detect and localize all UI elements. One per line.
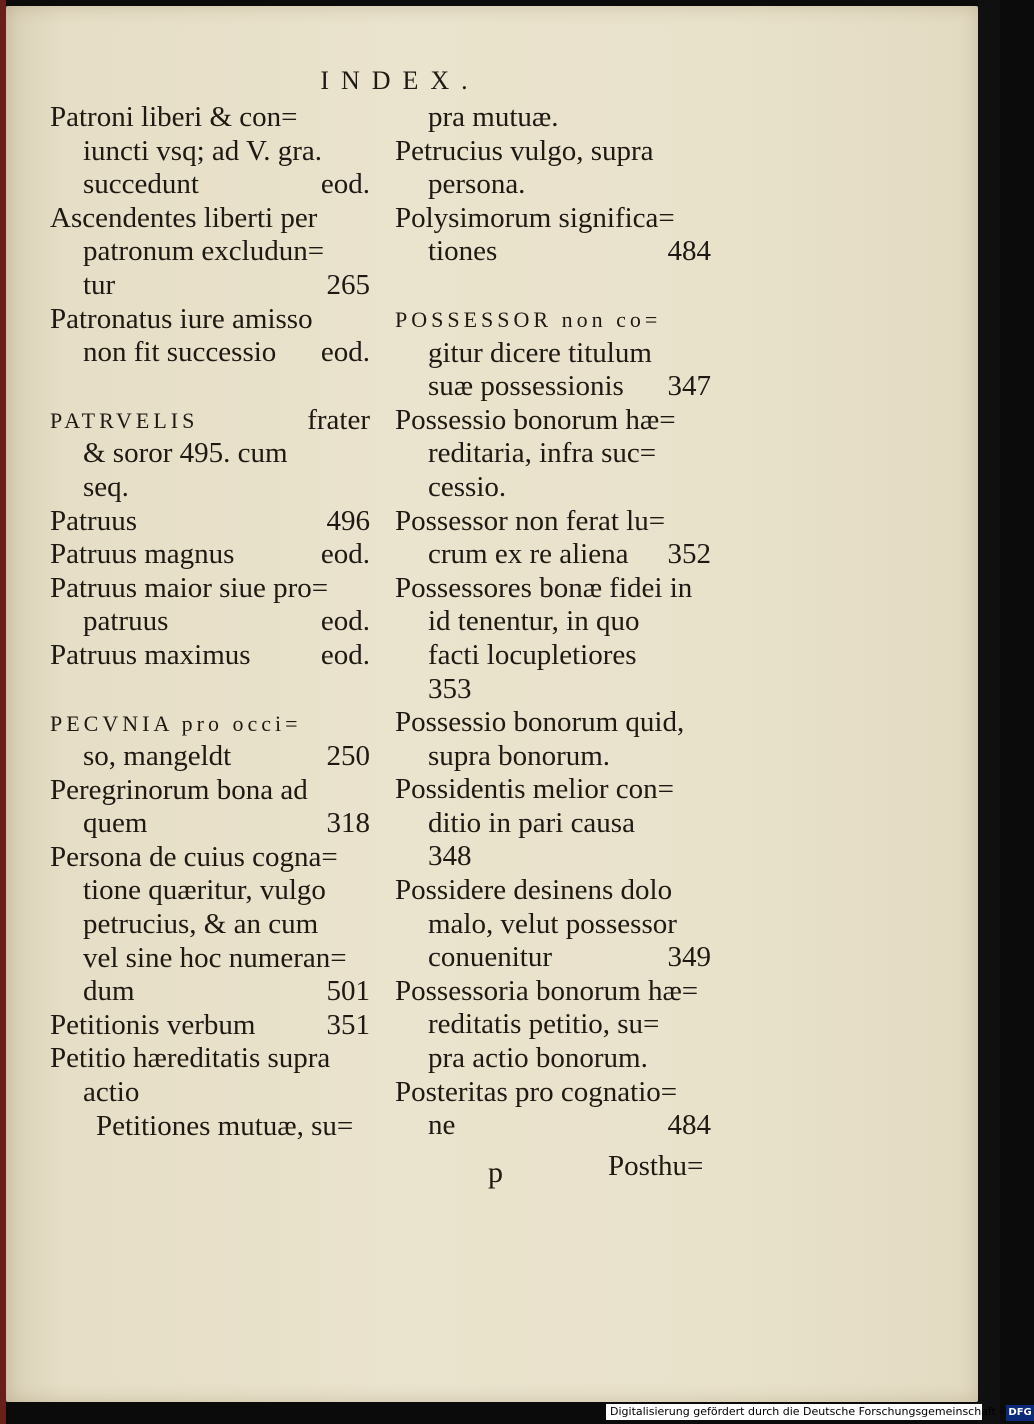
index-entry-text: tione quæritur, vulgo (83, 874, 326, 907)
index-line (395, 202, 711, 236)
index-line (395, 538, 711, 572)
index-entry-text: pra mutuæ. (428, 101, 559, 133)
index-entry-text: vel sine hoc numeran= (83, 941, 347, 974)
index-line (395, 807, 711, 841)
index-line (50, 841, 370, 875)
index-page-ref (703, 404, 711, 438)
index-entry-text: Patruus maior siue pro= (50, 571, 329, 604)
index-page-ref (703, 908, 711, 942)
index-line (395, 639, 711, 673)
index-page-ref: 351 (326, 1008, 370, 1041)
index-line (50, 1110, 370, 1144)
index-entry-text: PECVNIA pro occi= (50, 710, 302, 736)
index-line (50, 707, 370, 741)
index-page-ref: eod. (320, 336, 370, 369)
index-page-ref (703, 840, 711, 874)
index-entry-text: PATRVELIS (50, 407, 199, 433)
index-page-ref (703, 303, 711, 337)
index-line (50, 942, 370, 976)
index-line (395, 773, 711, 807)
index-line (50, 1042, 370, 1076)
index-entry-text: ne (428, 1109, 456, 1142)
index-line (50, 101, 370, 135)
index-page-ref (703, 437, 711, 471)
catchword: Posthu= (608, 1150, 704, 1182)
index-line (50, 168, 370, 202)
index-page-ref (362, 1110, 370, 1144)
index-page-ref (703, 505, 711, 539)
index-page-ref (703, 874, 711, 908)
index-page-ref (703, 1042, 711, 1076)
index-page-ref: frater (307, 403, 370, 436)
index-line (50, 572, 370, 606)
index-page-ref: eod. (320, 538, 370, 571)
index-line (50, 639, 370, 673)
index-entry-text: Petitio hæreditatis supra (50, 1042, 331, 1075)
index-line (395, 404, 711, 438)
index-line (50, 874, 370, 908)
index-entry-text: Possessio bonorum quid, (395, 706, 685, 739)
index-entry-text: Posteritas pro cognatio= (395, 1075, 678, 1108)
index-line (395, 505, 711, 539)
index-entry-text: ditio in pari causa (428, 806, 635, 839)
index-page-ref: 484 (667, 235, 711, 268)
index-page-ref (362, 908, 370, 942)
index-line (395, 975, 711, 1009)
index-page-ref (362, 1076, 370, 1110)
index-column-right (395, 101, 711, 1143)
index-entry-text: Patruus magnus (50, 538, 235, 571)
index-entry-text: Peregrinorum bona ad (50, 773, 308, 806)
index-page-ref (362, 135, 370, 169)
index-entry-text: & soror 495. cum (83, 437, 288, 470)
index-page-ref (362, 1042, 370, 1076)
index-page-ref (703, 807, 711, 841)
index-line (50, 437, 370, 471)
index-page-ref (703, 706, 711, 740)
index-line (395, 471, 711, 505)
index-page-ref: 501 (326, 975, 370, 1008)
index-entry-text: supra bonorum. (428, 739, 611, 772)
index-line (395, 673, 711, 707)
index-page-ref (362, 235, 370, 269)
index-page-ref: eod. (320, 168, 370, 201)
index-line (395, 941, 711, 975)
index-page-ref (362, 874, 370, 908)
index-line (50, 471, 370, 505)
index-line (395, 303, 711, 337)
index-entry-text: succedunt (83, 168, 199, 201)
index-entry-text: quem (83, 807, 148, 840)
index-entry-text: Patruus (50, 504, 137, 537)
index-line (50, 538, 370, 572)
index-entry-text: Possidentis melior con= (395, 773, 674, 806)
index-entry-text: tiones (428, 235, 498, 268)
index-page-ref (362, 572, 370, 606)
index-page-ref (362, 437, 370, 471)
index-line (50, 1076, 370, 1110)
index-page-ref (362, 774, 370, 808)
index-line (50, 404, 370, 438)
index-line (395, 1042, 711, 1076)
index-line (395, 740, 711, 774)
index-line (395, 706, 711, 740)
index-line (50, 235, 370, 269)
index-entry-text: Ascendentes liberti per (50, 201, 318, 234)
index-entry-text: persona. (428, 168, 526, 201)
index-page-ref: 347 (667, 370, 711, 403)
index-line (395, 337, 711, 371)
index-line (395, 168, 711, 202)
index-line (395, 437, 711, 471)
index-entry-text: Possessor non ferat lu= (395, 504, 666, 537)
index-line (395, 1109, 711, 1143)
index-page-ref (703, 773, 711, 807)
index-line (50, 774, 370, 808)
index-entry-text: Possessoria bonorum hæ= (395, 974, 699, 1007)
index-line (50, 505, 370, 539)
index-page-ref (703, 639, 711, 673)
index-line (50, 135, 370, 169)
index-entry-text: Petrucius vulgo, supra (395, 134, 654, 167)
index-entry-text: reditaria, infra suc= (428, 437, 657, 470)
index-page-ref (362, 303, 370, 337)
index-entry-text: Patroni liberi & con= (50, 101, 298, 133)
index-page-ref (703, 337, 711, 371)
index-entry-text: POSSESSOR non co= (395, 306, 662, 332)
signature-mark: p (488, 1156, 503, 1189)
index-page-ref (703, 101, 711, 135)
index-entry-text: actio (83, 1076, 140, 1109)
index-line (395, 1076, 711, 1110)
index-line (50, 303, 370, 337)
index-line (395, 840, 711, 874)
index-entry-text: Patronatus iure amisso (50, 302, 313, 335)
index-entry-text: petrucius, & an cum (83, 908, 319, 941)
index-page-ref (703, 135, 711, 169)
index-entry-text: tur (83, 268, 116, 301)
index-entry-text: malo, velut possessor (428, 907, 677, 940)
index-entry-text: Petitiones mutuæ, su= (96, 1109, 354, 1142)
index-page-ref (703, 202, 711, 236)
index-page-ref (703, 1076, 711, 1110)
index-entry-text: patruus (83, 605, 169, 638)
index-gap (395, 269, 711, 303)
index-line (395, 370, 711, 404)
index-entry-text: Possidere desinens dolo (395, 874, 673, 907)
index-line (50, 336, 370, 370)
index-page-ref: eod. (320, 605, 370, 638)
index-page-ref (703, 975, 711, 1009)
index-line (50, 740, 370, 774)
index-entry-text: gitur dicere titulum (428, 336, 652, 369)
index-line (50, 202, 370, 236)
index-line (50, 1009, 370, 1043)
index-entry-text: suæ possessionis (428, 370, 624, 403)
index-page-ref: 250 (326, 740, 370, 773)
index-page-ref (362, 841, 370, 875)
index-page-ref (703, 168, 711, 202)
digitization-footer (606, 1404, 1032, 1420)
index-page-ref (362, 707, 370, 741)
index-line (50, 269, 370, 303)
index-entry-text: iuncti vsq; ad V. gra. (83, 134, 322, 167)
index-line (395, 572, 711, 606)
index-entry-text: seq. (83, 470, 129, 503)
index-page-ref: 352 (667, 538, 711, 571)
index-page-ref (362, 471, 370, 505)
index-entry-text: patronum excludun= (83, 235, 325, 268)
scan-border (978, 0, 1000, 1424)
index-column-left (50, 101, 370, 1143)
index-entry-text: non fit successio (83, 336, 277, 369)
index-entry-text: so, mangeldt (83, 740, 232, 773)
index-page-ref: 484 (667, 1109, 711, 1142)
index-entry-text: 353 (428, 672, 472, 705)
index-page-ref (362, 942, 370, 976)
index-line (50, 908, 370, 942)
index-page-ref (703, 740, 711, 774)
index-line (395, 1008, 711, 1042)
index-entry-text: Persona de cuius cogna= (50, 840, 338, 873)
index-entry-text: Petitionis verbum (50, 1008, 256, 1041)
index-entry-text: id tenentur, in quo (428, 605, 640, 638)
index-page-ref (362, 101, 370, 135)
footer-text: Digitalisierung gefördert durch die Deutsche Forschungsgemeinschaft - (610, 1405, 1004, 1418)
index-entry-text: Possessio bonorum hæ= (395, 403, 676, 436)
index-line (50, 975, 370, 1009)
index-page-ref (703, 572, 711, 606)
index-line (395, 101, 711, 135)
index-page-ref (703, 471, 711, 505)
index-entry-text: Possessores bonæ fidei in (395, 571, 693, 604)
index-page-ref: 349 (667, 941, 711, 974)
index-page-ref: 265 (326, 268, 370, 301)
index-entry-text: pra actio bonorum. (428, 1042, 648, 1075)
dfg-logo: DFG (1006, 1405, 1033, 1421)
index-entry-text: Patruus maximus (50, 638, 251, 671)
index-entry-text: 348 (428, 840, 472, 873)
index-line (395, 874, 711, 908)
index-entry-text: cessio. (428, 470, 507, 503)
index-gap (50, 370, 370, 404)
index-line (395, 908, 711, 942)
index-line (50, 807, 370, 841)
index-line (395, 605, 711, 639)
index-page-ref (703, 605, 711, 639)
index-page-ref (703, 673, 711, 707)
index-line (50, 605, 370, 639)
index-entry-text: Polysimorum significa= (395, 201, 675, 234)
index-page-ref: eod. (320, 638, 370, 671)
index-page-ref (703, 1008, 711, 1042)
index-line (395, 235, 711, 269)
index-entry-text: reditatis petitio, su= (428, 1008, 660, 1041)
index-page-ref (362, 202, 370, 236)
index-page-ref: 496 (326, 504, 370, 537)
index-entry-text: conuenitur (428, 941, 553, 974)
index-entry-text: facti locupletiores (428, 638, 637, 671)
page-header: INDEX. (320, 66, 480, 95)
index-entry-text: dum (83, 975, 135, 1008)
index-entry-text: crum ex re aliena (428, 538, 629, 571)
index-gap (50, 673, 370, 707)
index-line (395, 135, 711, 169)
index-page-ref: 318 (326, 807, 370, 840)
